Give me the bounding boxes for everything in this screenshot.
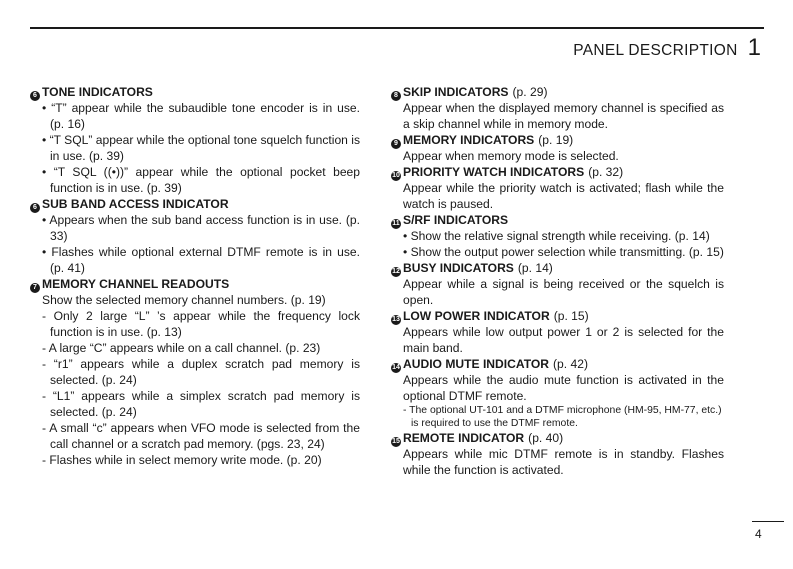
section-heading [391, 84, 724, 100]
left-column [30, 84, 360, 468]
dash-item: - Only 2 large “L” ’s appear while the frequency lock function is in use. (p. 13) [42, 309, 360, 339]
footer-rule [752, 521, 784, 522]
page-reference: (p. 40) [528, 431, 564, 445]
section-description: Appears while the audio mute function is activated in the optional DTMF remote. [403, 373, 724, 403]
section-number-badge: 6 [30, 203, 40, 213]
bullet-item: • “T” appear while the subaudible tone encoder is in use. (p. 16) [42, 101, 360, 131]
section-heading [391, 430, 724, 446]
section-heading [391, 308, 724, 324]
page-header [573, 34, 761, 62]
top-rule [30, 27, 764, 29]
page-reference: (p. 14) [517, 261, 553, 275]
section-heading [30, 196, 360, 212]
section-heading [391, 260, 724, 276]
section-number-badge: 7 [30, 283, 40, 293]
dash-item: - A large “C” appears while on a call channel. (p. 23) [42, 341, 321, 355]
section [391, 164, 724, 212]
section [30, 84, 360, 196]
section-description: Appear when the displayed memory channel is specified as a skip channel while in memory mode. [403, 101, 724, 131]
section-number-badge: 9 [391, 139, 401, 149]
section-heading [391, 164, 724, 180]
dash-item: - A small “c” appears when VFO mode is selected from the call channel or a scratch pad memory. (pgs. 23, 24) [42, 421, 360, 451]
section-heading [391, 356, 724, 372]
section-description: Show the selected memory channel numbers. (p. 19) [42, 293, 326, 307]
section [30, 196, 360, 276]
section-description: Appear while a signal is being received or the squelch is open. [403, 277, 724, 307]
section-number-badge: 14 [392, 364, 400, 371]
page-reference: (p. 19) [538, 133, 574, 147]
section-number-badge: 15 [392, 438, 400, 445]
section-heading [30, 276, 360, 292]
section-number-badge: 8 [391, 91, 401, 101]
page-reference: (p. 42) [553, 357, 588, 371]
bullet-item: • Show the output power selection while transmitting. (p. 15) [403, 245, 724, 259]
chapter-number: 1 [747, 34, 761, 61]
dash-item: - “L1” appears while a simplex scratch pad memory is selected. (p. 24) [42, 389, 360, 419]
bullet-item: • “T SQL ((•))” appear while the optional pocket beep function is in use. (p. 39) [42, 165, 360, 195]
section-title: TONE INDICATORS [42, 85, 153, 99]
page-reference: (p. 32) [588, 165, 624, 179]
section-heading [391, 212, 724, 228]
section-title: PRIORITY WATCH INDICATORS [403, 165, 585, 179]
section-number-badge: 6 [30, 91, 40, 101]
section-title: SUB BAND ACCESS INDICATOR [42, 197, 229, 211]
section-number-badge: 10 [392, 172, 400, 179]
section-title: MEMORY CHANNEL READOUTS [42, 277, 230, 291]
dash-item: - “r1” appears while a duplex scratch pad memory is selected. (p. 24) [42, 357, 360, 387]
section [391, 84, 724, 132]
section-description: Appears while low output power 1 or 2 is selected for the main band. [403, 325, 724, 355]
page-reference: (p. 29) [512, 85, 548, 99]
section [391, 260, 724, 308]
section [391, 430, 724, 478]
section-title: BUSY INDICATORS [403, 261, 514, 275]
right-column [391, 84, 724, 478]
section-description: Appear when memory mode is selected. [403, 149, 619, 163]
section-title: SKIP INDICATORS [403, 85, 509, 99]
page-reference: (p. 15) [553, 309, 589, 323]
section-title: REMOTE INDICATOR [403, 431, 525, 445]
section-title: S/RF INDICATORS [403, 213, 509, 227]
bullet-item: • Flashes while optional external DTMF remote is in use. (p. 41) [42, 245, 360, 275]
bullet-item: • Appears when the sub band access function is in use. (p. 33) [42, 213, 360, 243]
section-number-badge: 12 [392, 268, 400, 275]
bullet-item: • Show the relative signal strength while receiving. (p. 14) [403, 229, 710, 243]
section-description: Appear while the priority watch is activated; flash while the watch is paused. [403, 181, 724, 211]
note-item: - The optional UT-101 and a DTMF microphone (HM-95, HM-77, etc.) is required to use the DTMF remote. [403, 405, 722, 429]
section [30, 276, 360, 468]
section-title: AUDIO MUTE INDICATOR [403, 357, 550, 371]
section-number-badge: 13 [392, 316, 400, 323]
page-title: PANEL DESCRIPTION [573, 42, 738, 59]
section-title: MEMORY INDICATORS [403, 133, 535, 147]
section-number-badge: 11 [392, 220, 400, 227]
page-number: 4 [755, 527, 762, 541]
section-heading [391, 132, 724, 148]
section [391, 308, 724, 356]
section-title: LOW POWER INDICATOR [403, 309, 550, 323]
section-heading [30, 84, 360, 100]
section [391, 212, 724, 260]
section [391, 356, 724, 430]
section [391, 132, 724, 164]
dash-item: - Flashes while in select memory write mode. (p. 20) [42, 453, 322, 467]
section-description: Appears while mic DTMF remote is in standby. Flashes while the function is activated. [403, 447, 724, 477]
bullet-item: • “T SQL” appear while the optional tone squelch function is in use. (p. 39) [42, 133, 360, 163]
